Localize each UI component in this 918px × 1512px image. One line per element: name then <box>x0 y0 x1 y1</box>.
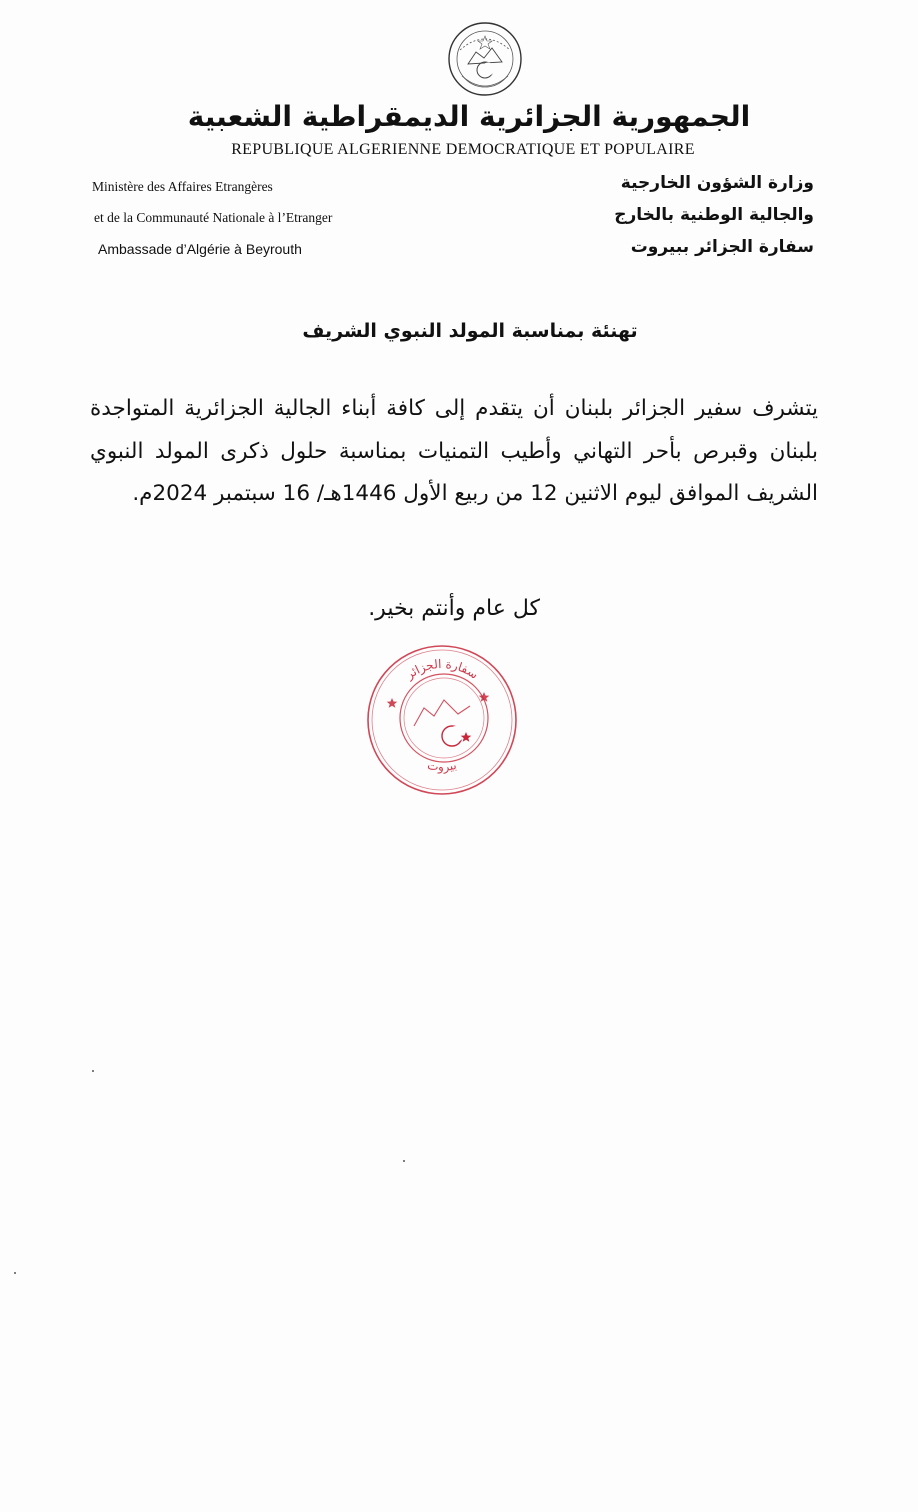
country-name-french: REPUBLIQUE ALGERIENNE DEMOCRATIQUE ET POPULAIRE <box>231 141 695 158</box>
embassy-stamp <box>362 640 522 800</box>
scan-speck <box>92 1070 94 1072</box>
ministry-block-arabic <box>514 168 814 264</box>
ministry-line-2-fr: et de la Communauté Nationale à l’Etranger <box>94 210 333 225</box>
letter-body: يتشرف سفير الجزائر بلبنان أن يتقدم إلى كافة أبناء الجالية الجزائرية المتواجدة بلبنان وقبرص بأحر التهاني وأطيب التمنيات بمناسبة حلول ذكرى المولد النبوي الشريف الموافق ليوم الاثنين 12 من ربيع الأول 1446هـ/ 16 سبتمبر 2024م. <box>90 396 818 506</box>
stamp-text-bottom: بيروت <box>426 757 458 774</box>
scan-speck <box>14 1272 16 1274</box>
svg-text:بيروت <box>426 758 458 775</box>
ministry-line-1-ar: وزارة الشؤون الخارجية <box>620 173 814 193</box>
svg-text:سفارة الجزائر <box>402 657 481 683</box>
stamp-text-top: سفارة الجزائر <box>402 656 481 682</box>
ministry-line-1-fr: Ministère des Affaires Etrangères <box>92 179 273 194</box>
letter-closing: كل عام وأنتم بخير. <box>368 596 540 621</box>
ministry-line-2-ar: والجالية الوطنية بالخارج <box>614 205 814 225</box>
national-emblem-icon <box>446 20 524 98</box>
country-name-arabic: الجمهورية الجزائرية الديمقراطية الشعبية <box>187 100 751 133</box>
ministry-line-3-ar: سفارة الجزائر ببيروت <box>630 237 814 257</box>
ministry-line-3-fr: Ambassade d’Algérie à Beyrouth <box>98 241 302 257</box>
ministry-block-french <box>92 178 452 271</box>
letter-subject: تهنئة بمناسبة المولد النبوي الشريف <box>302 320 638 342</box>
scan-speck <box>403 1160 405 1162</box>
